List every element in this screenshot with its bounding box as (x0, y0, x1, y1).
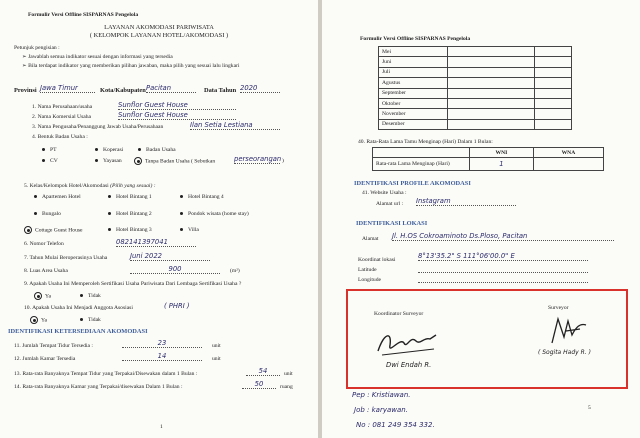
q11-unit: unit (212, 343, 221, 349)
q4-option-cv[interactable]: CV (42, 158, 58, 164)
q2-value[interactable]: Sunflor Guest House (118, 111, 236, 120)
q7-label: 7. Tahun Mulai Beroperasinya Usaha (24, 255, 108, 261)
page-number: 1 (160, 424, 163, 430)
note-line: No : 081 249 354 332. (356, 421, 435, 429)
note-line: Job : karyawan. (354, 406, 408, 414)
q5-option[interactable]: Hotel Bintang 3 (108, 227, 152, 233)
stay-length-table (372, 147, 604, 171)
q13-value[interactable]: 54 (246, 367, 280, 376)
province-label: Provinsi (14, 87, 37, 94)
year-value[interactable]: 2020 (240, 84, 280, 93)
q14-unit: ruang (280, 384, 293, 390)
q4-option-pt[interactable]: PT (42, 147, 57, 153)
coordinate-label: Koordinat lokasi (358, 257, 396, 263)
left-page (0, 0, 318, 438)
coordinator-label: Koordinator Surveyor (374, 311, 424, 317)
section-title-availability: IDENTIFIKASI KETERSEDIAAN AKOMODASI (8, 328, 148, 335)
surveyor-signature-icon (546, 313, 594, 347)
q4-option-tanpa-badan-usaha[interactable]: Tanpa Badan Usaha ( Sebutkan (134, 157, 215, 165)
latitude-label: Latitude (358, 267, 377, 273)
q41-url-label: Alamat url : (376, 201, 404, 207)
q13-label: 13. Rata-rata Banyaknya Tempat Tidur yang Terpakai/Disewakan dalam 1 Bulan : (14, 371, 198, 377)
q4-other-value[interactable]: perseorangan (234, 155, 282, 163)
q3-value[interactable]: Ilan Setia Lestiana (190, 121, 280, 130)
month-row: September (379, 88, 572, 98)
q12-label: 12. Jumlah Kamar Tersedia (14, 356, 76, 362)
q9-label: 9. Apakah Usaha Ini Memperoleh Sertifikasi Usaha Pariwisata Dari Lembaga Sertifikasi Usaha ? (24, 281, 242, 287)
q5-option[interactable]: Hotel Bintang 2 (108, 211, 152, 217)
q6-value[interactable]: 082141397041 (116, 238, 196, 247)
q4-option-yayasan[interactable]: Yayasan (95, 158, 122, 164)
q5-option[interactable]: Hotel Bintang 1 (108, 194, 152, 200)
q8-value[interactable]: 900 (130, 265, 220, 274)
q6-label: 6. Nomor Telefon (24, 241, 64, 247)
q5-option[interactable]: Bungalo (34, 211, 61, 217)
section-title-profile: IDENTIFIKASI PROFILE AKOMODASI (354, 180, 471, 187)
q10-no[interactable]: Tidak (80, 317, 101, 323)
longitude-value[interactable] (418, 282, 588, 283)
month-row: Juni (379, 57, 572, 67)
q2-label: 2. Nama Komersial Usaha (32, 114, 92, 120)
month-row: November (379, 109, 572, 119)
form-label: Formulir Versi Offline SISPARNAS Pengelola (360, 36, 471, 42)
coordinator-signature-icon (374, 327, 444, 359)
q14-value[interactable]: 50 (242, 380, 276, 389)
q13-unit: unit (284, 371, 293, 377)
form-label: Formulir Versi Offline SISPARNAS Pengelola (28, 12, 139, 18)
note-line: Pep : Kristiawan. (352, 391, 411, 399)
q5-option[interactable]: Hotel Bintang 4 (180, 194, 224, 200)
regency-value[interactable]: Pacitan (146, 84, 196, 93)
address-label: Alamat (362, 236, 379, 242)
q11-value[interactable]: 23 (122, 339, 202, 348)
month-row: Oktober (379, 98, 572, 108)
col-wna: WNA (533, 148, 603, 158)
q9-no[interactable]: Tidak (80, 293, 101, 299)
q4-option-koperasi[interactable]: Koperasi (95, 147, 123, 153)
q4-label: 4. Bentuk Badan Usaha : (32, 134, 88, 140)
selected-mark-icon (34, 292, 42, 300)
selected-mark-icon (134, 157, 142, 165)
selected-mark-icon (24, 226, 32, 234)
months-table (378, 46, 572, 130)
q8-label: 8. Luas Area Usaha (24, 268, 68, 274)
year-label: Data Tahun (204, 87, 237, 94)
q5-option[interactable]: Pondok wisata (home stay) (180, 211, 249, 217)
value-wni[interactable]: 1 (470, 158, 534, 171)
q9-yes[interactable]: Ya (34, 292, 51, 300)
q11-label: 11. Jumlah Tempat Tidur Tersedia : (14, 343, 93, 349)
instructions-heading: Petunjuk pengisian : (14, 45, 60, 51)
address-value[interactable]: Jl. H.OS Cokroaminoto Ds.Ploso, Pacitan (392, 232, 614, 241)
q7-value[interactable]: Juni 2022 (130, 252, 210, 261)
q14-label: 14. Rata-rata Banyaknya Kamar yang Terpakai/disewakan Dalam 1 Bulan : (14, 384, 183, 390)
month-row: Juli (379, 67, 572, 77)
q3-label: 3. Nama Pengusaha/Penanggung Jawab Usaha/Perusahaan (32, 124, 164, 130)
form-title: LAYANAN AKOMODASI PARIWISATA (104, 24, 214, 31)
surveyor-label: Surveyor (548, 305, 569, 311)
page-number: 5 (588, 405, 591, 411)
month-row: Desember (379, 119, 572, 129)
surveyor-name: ( Sogita Hady R. ) (538, 349, 591, 356)
q10-yes[interactable]: Ya (30, 316, 47, 324)
q41-value[interactable]: Instagram (416, 197, 516, 206)
q12-value[interactable]: 14 (122, 352, 202, 361)
q10-label: 10. Apakah Usaha Ini Menjadi Anggota Asosiasi (24, 305, 133, 311)
month-row: Mei (379, 47, 572, 57)
q5-option[interactable]: Apartemen Hotel (34, 194, 81, 200)
coordinate-value[interactable]: 8°13'35.2" S 111°06'00.0" E (418, 252, 588, 261)
section-title-location: IDENTIFIKASI LOKASI (356, 220, 428, 227)
coordinator-name: Dwi Endah R. (386, 361, 432, 369)
instruction-item: ➢ Bila terdapat indikator yang memberikan pilihan jawaban, maka pilih yang sesuai lalu lingkari (22, 63, 240, 69)
province-value[interactable]: Jawa Timur (40, 84, 95, 93)
q40-label: 40. Rata-Rata Lama Tamu Menginap (Hari) Dalam 1 Bulan: (358, 139, 493, 145)
q10-assoc[interactable]: ( PHRI ) (164, 302, 190, 310)
row-label: Rata-rata Lama Menginap (Hari) (373, 158, 470, 171)
q12-unit: unit (212, 356, 221, 362)
q5-option-selected[interactable]: Cottage Guest House (24, 226, 83, 234)
regency-label: Kota/Kabupaten (100, 87, 146, 94)
month-row: Agustus (379, 78, 572, 88)
value-wna[interactable] (533, 158, 603, 171)
q8-unit: (m²) (230, 268, 240, 274)
instruction-item: ➢ Jawablah semua indikator sesuai dengan informasi yang tersedia (22, 54, 173, 60)
signature-box (346, 289, 628, 389)
q5-label: 5. Kelas/Kelompok Hotel/Akomodasi (Pilih yang sesuai) : (24, 183, 156, 189)
col-wni: WNI (470, 148, 534, 158)
form-subtitle: ( KELOMPOK LAYANAN HOTEL/AKOMODASI ) (89, 32, 229, 39)
latitude-value[interactable] (418, 272, 588, 273)
q5-option[interactable]: Villa (180, 227, 199, 233)
q41-label: 41. Website Usaha : (362, 190, 407, 196)
q4-close-paren: ) (282, 158, 284, 164)
selected-mark-icon (30, 316, 38, 324)
longitude-label: Longitude (358, 277, 381, 283)
q1-value[interactable]: Sunflor Guest House (118, 101, 236, 110)
q1-label: 1. Nama Perusahaan/usaha (32, 104, 93, 110)
q4-option-badan-usaha[interactable]: Badan Usaha (138, 147, 176, 153)
